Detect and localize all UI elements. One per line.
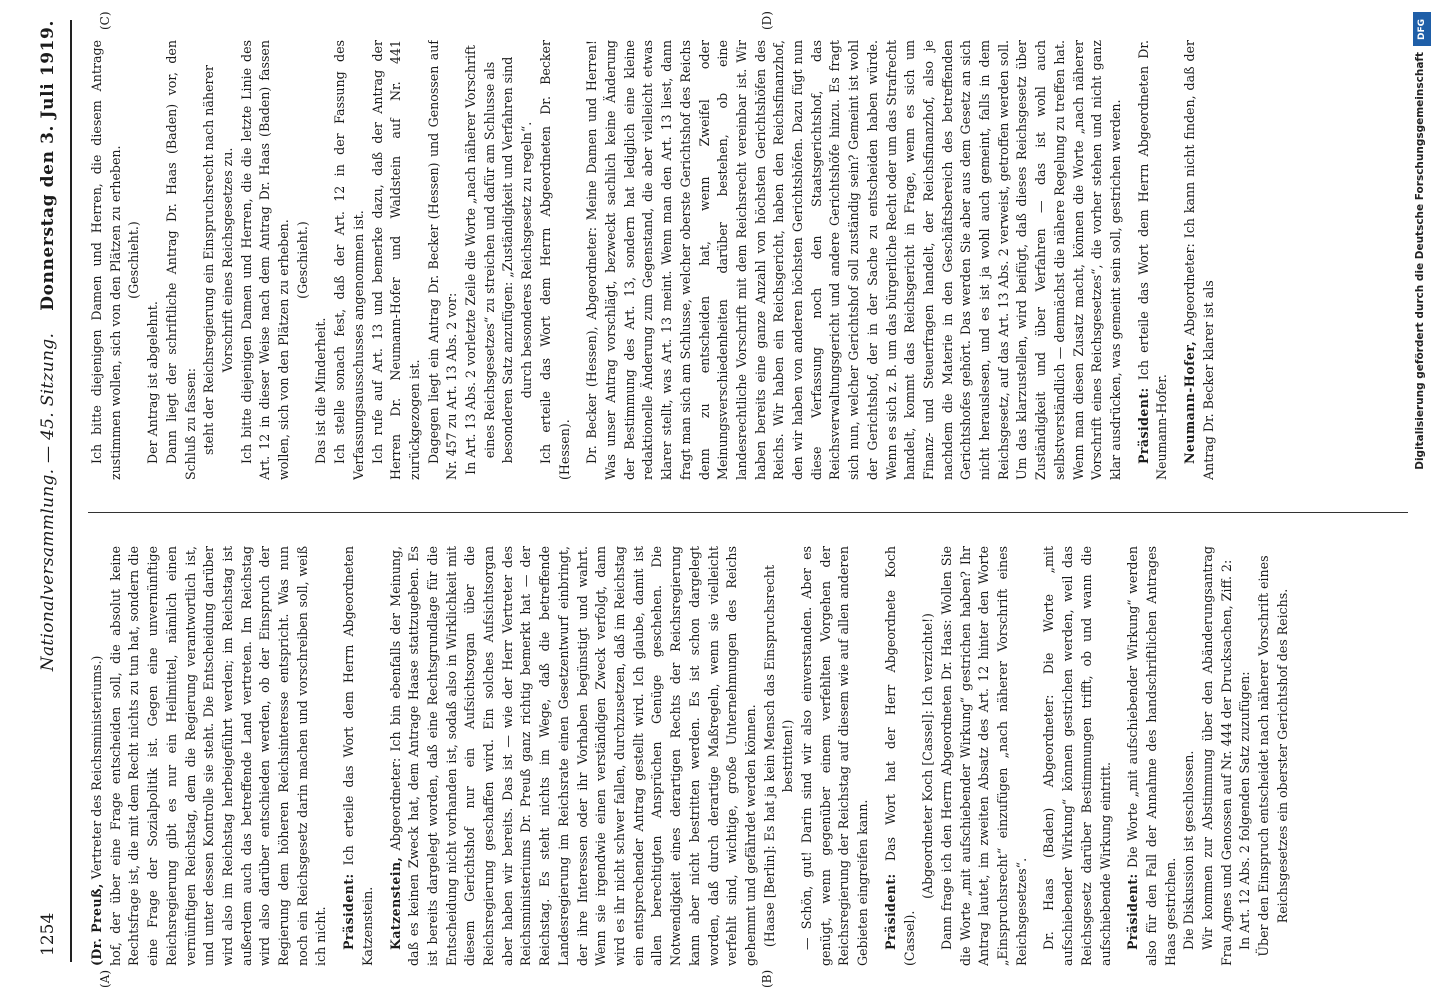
paragraph: Dagegen liegt ein Antrag Dr. Becker (Hessen) und Genossen auf Nr. 457 zu Art. 13 Abs. 2 vor: xyxy=(425,40,460,480)
margin-marker-b: (B) xyxy=(760,969,774,988)
dfg-logo-icon: DFG xyxy=(1413,12,1431,46)
paragraph: Präsident: Ich erteile das Wort dem Herrn Abgeordneten Katzenstein. xyxy=(341,546,375,966)
margin-marker-c: (C) xyxy=(98,11,112,30)
left-column xyxy=(88,546,1406,966)
margin-marker-a: (A) xyxy=(98,969,112,988)
paragraph: In Art. 12 Abs. 2 folgenden Satz zuzufügen: xyxy=(1237,671,1253,950)
right-column xyxy=(88,40,1406,480)
page-number: 1254 xyxy=(38,912,58,956)
paragraph: Ich erteile das Wort dem Herrn Abgeordneten Dr. Becker (Hessen). xyxy=(537,40,572,480)
interjection: (Geschieht.) xyxy=(294,221,310,299)
quoted-amendment: Über den Einspruch entscheidet nach näherer Vorschrift eines Reichsgesetzes ein oberster Gerichtshof des Reichs. xyxy=(1256,555,1290,957)
paragraph: Das ist die Minderheit. xyxy=(313,317,329,464)
paragraph: — Schön, gut! Darin sind wir also einverstanden. Aber es genügt, wenn gegenüber einem verfehlten Vorgehen der Reichsregierung der Reichstag auf diesem wie auf allen anderen Gebieten eingreifen kann. xyxy=(799,546,871,966)
paragraph: Präsident: Das Wort hat der Herr Abgeordnete Koch (Cassel). xyxy=(882,546,917,966)
quoted-amendment: In Art. 13 Abs. 2 vorletzte Zeile die Worte „nach näherer Vorschrift eines Reichsgesetzes“ zu streichen und dafür am Schlusse als besonderen Satz anzufügen: „Zuständigkeit und Verfahren sind durch besonderes Reichsgesetz zu regeln“. xyxy=(463,45,535,475)
paragraph: Dann liegt der schriftliche Antrag Dr. Haas (Baden) vor, den Schluß zu fassen: xyxy=(163,40,198,480)
paragraph: Ich bitte diejenigen Damen und Herren, die die letzte Linie des Art. 12 in dieser Weise nach dem Antrag Dr. Haas (Baden) fassen wollen, sich von den Plätzen zu erheben. xyxy=(238,40,292,480)
paragraph: Neumann-Hofer, Abgeordneter: Ich kann nicht finden, daß der Antrag Dr. Becker klarer ist als xyxy=(1182,40,1216,480)
paragraph: Der Antrag ist abgelehnt. xyxy=(145,301,161,464)
interjection: (Haase [Berlin]: Es hat ja kein Mensch das Einspruchsrecht bestritten!) xyxy=(761,564,796,948)
margin-marker-d: (D) xyxy=(760,11,774,30)
paragraph: Dr. Becker (Hessen), Abgeordneter: Meine Damen und Herren! Was unser Antrag vorschlägt, bezweckt sachlich keine Änderung der Bestimmung des Art. 13, sondern hat lediglich eine kleine redaktionelle Änderung zum Gegenstand, die aber vielleicht etwas klarer stellt, was Art. 13 meint. Wenn man den Art. 13 liest, dann fragt man sich am Schlusse, welcher oberste Gerichtshof des Reichs denn zu entscheiden hat, wenn Zweifel oder Meinungsverschiedenheiten darüber bestehen, ob eine landesrechtliche Vorschrift mit dem Reichsrecht vereinbar ist. Wir haben bereits eine ganze Anzahl von höchsten Gerichtshöfen des Reichs. Wir haben ein Reichsgericht, haben den Reichsfinanzhof, den wir haben von anderen höchsten Gerichtshöfen. Dazu fügt nun diese Verfassung noch den Staatsgerichtshof, das Reichsverwaltungsgericht und andere Gerichtshöfe hinzu. Es fragt sich nun, welcher Gerichtshof soll zuständig sein? Gemeint ist wohl der Gerichtshof, der in der Sache zu entscheiden haben würde. Wenn es sich z. B. um das bürgerliche Recht oder um das Strafrecht handelt, kommt das Reichsgericht in Frage, wenn es sich um Finanz- und Steuerfragen handelt, der Reichsfinanzhof, also je nachdem die Materie in den Geschäftsbereich des betreffenden Gerichtshofes gehört. Das werden Sie aber aus dem Gesetz an sich nicht herauslesen, und es ist ja wohl auch gemeint, falls in dem Reichsgesetz, auf das Art. 13 Abs. 2 verweist, getroffen werden soll. Um das klarzustellen, wird beifügt, daß dieses Reichsgesetz über Zuständigkeit und über Verfahren — das ist wohl auch selbstverständlich — demnächst die nähere Regelung zu treffen hat. Wenn man diesen Zusatz macht, können die Worte „nach näherer Vorschrift eines Reichsgesetzes“, die vorher stehen und nicht ganz klar ausdrücken, was gemeint sein soll, gestrichen werden. xyxy=(584,40,1123,480)
interjection: (Geschieht.) xyxy=(126,221,142,299)
header-title: Nationalversammlung. — 45. Sitzung. xyxy=(38,332,58,672)
funding-notice: Digitalisierung gefördert durch die Deutsche Forschungsgemeinschaft xyxy=(1414,52,1426,470)
paragraph: Wir kommen zur Abstimmung über den Abänderungsantrag Frau Agnes und Genossen auf Nr. 444 der Drucksachen, Ziff. 2: xyxy=(1200,546,1234,966)
paragraph: Dann frage ich den Herrn Abgeordneten Dr. Haas: Wollen Sie die Worte „mit aufschiebender Wirkung“ gestrichen haben? Ihr Antrag lautet, im zweiten Absatz des Art. 12 hinter den Worte „Einspruchsrecht“ einzufügen „nach näherer Vorschrift eines Reichsgesetzes“. xyxy=(938,546,1029,966)
paragraph: Präsident: Die Worte „mit aufschiebender Wirkung“ werden also für den Fall der Annahme des handschriftlichen Antrages Haas gestrichen. xyxy=(1125,546,1178,966)
paragraph: Ich rufe auf Art. 13 und bemerke dazu, daß der Antrag der Herren Dr. Neumann-Hofer und Waldstein auf Nr. 441 zurückgezogen ist. xyxy=(369,40,422,480)
header-date: Donnerstag den 3. Juli 1919. xyxy=(38,20,58,311)
interjection: (Abgeordneter Koch [Cassel]: Ich verzichte!) xyxy=(920,613,936,899)
paragraph: Ich stelle sonach fest, daß der Art. 12 in der Fassung des Verfassungsausschusses angenommen ist. xyxy=(332,40,366,480)
running-header xyxy=(30,20,72,962)
paragraph: Präsident: Ich erteile das Wort dem Herrn Abgeordneten Dr. Neumann-Hofer. xyxy=(1135,40,1170,480)
paragraph: hof, der über eine Frage entscheiden soll, die absolut keine Rechtsfrage ist, die mit dem Recht nichts zu tun hat, sondern die eine Frage der Sozialpolitik ist. Gegen eine unvernünftige Reichsregierung gibt es nur ein Heilmittel, nämlich einen vernünftigen Reichstag, dem die Regierung verantwortlich ist, und unter dessen Kontrolle sie steht. Die Entscheidung darüber wird also im Reichstag herbeigeführt werden; im Reichstag ist außerdem auch das betreffende Land vertreten. Im Reichstag wird also darüber entschieden werden, ob der Einspruch der Regierung dem höheren Reichsinteresse entspricht. Was nun noch ein Reichsgesetz darin machen und vorschreiben soll, weiß ich nicht. xyxy=(107,546,329,966)
quoted-amendment: steht der Reichsregierung ein Einspruchsrecht nach näherer Vorschrift eines Reichsgesetzes zu. xyxy=(201,65,235,455)
paragraph: Dr. Haas (Baden) Abgeordneter: Die Worte „mit aufschiebender Wirkung“ können gestrichen werden, weil das Reichsgesetz darüber Bestimmungen trifft, ob und wann die aufschiebende Wirkung eintritt. xyxy=(1041,546,1113,966)
paragraph: Die Diskussion ist geschlossen. xyxy=(1181,750,1197,950)
speaker-line: (Dr. Preuß, Vertreter des Reichsministeriums.) xyxy=(89,655,104,966)
paragraph: Katzenstein, Abgeordneter: Ich bin ebenfalls der Meinung, daß es keinen Zweck hat, dem Antrage Haase stattzugeben. Es ist bereits dargelegt worden, daß eine Rechtsgrundlage für die Entscheidung nicht vorhanden ist, sodaß also in Wirklichkeit mit diesem Gerichtshof nur ein Aufsichtsorgan über die Reichsregierung geschaffen wird. Ein solches Aufsichtsorgan aber haben wir bereits. Das ist — wie der Herr Vertreter des Reichsministeriums Dr. Preuß ganz richtig bemerkt hat — der Reichstag. Es steht nichts im Wege, daß die betreffende Landesregierung im Reichsrate einen Gesetzentwurf einbringt, der ihre Interessen oder ihr Vorhaben begünstigt und wahrt. Wenn sie irgendwie einen verständigen Zweck verfolgt, dann wird es ihr nicht schwer fallen, durchzusetzen, daß im Reichstag ein entsprechender Antrag gestellt wird. Ich glaube, damit ist allen berechtigten Ansprüchen Genüge geschehen. Die Notwendigkeit eines derartigen Rechts der Reichsregierung kann aber nicht bestritten werden. Es ist schon dargelegt worden, daß durch derartige Maßregeln, wenn sie vielleicht verfehlt sind, wichtige, große Unternehmungen des Reichs gehemmt und gefährdet werden können. xyxy=(387,546,758,966)
paragraph: Ich bitte diejenigen Damen und Herren, die diesem Antrage zustimmen wollen, sich von den Plätzen zu erheben. xyxy=(89,40,123,480)
dfg-sidebar xyxy=(1412,12,1432,988)
column-divider xyxy=(88,512,1408,513)
